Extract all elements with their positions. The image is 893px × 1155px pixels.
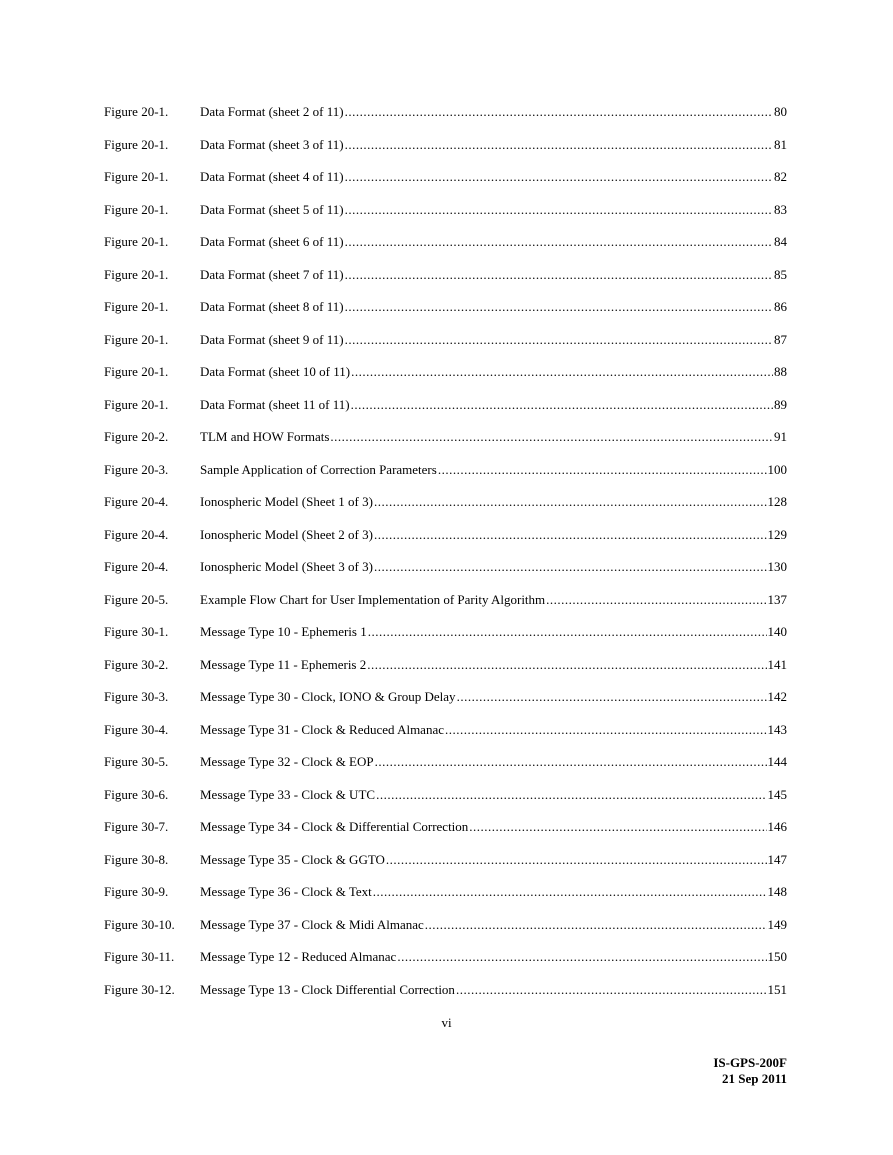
toc-entry[interactable] bbox=[104, 332, 787, 365]
figure-title: Data Format (sheet 5 of 11) bbox=[200, 201, 344, 217]
figure-number: Figure 30-8. bbox=[104, 851, 169, 867]
dot-leader bbox=[345, 104, 773, 120]
figure-title: Message Type 36 - Clock & Text bbox=[200, 884, 372, 899]
figure-title: Message Type 35 - Clock & GGTO bbox=[200, 851, 385, 867]
page-ref: 82 bbox=[774, 169, 787, 184]
figure-title: Message Type 37 - Clock & Midi Almanac bbox=[200, 916, 424, 932]
figure-title: Message Type 30 - Clock, IONO & Group Delay bbox=[200, 689, 456, 704]
toc-entry[interactable] bbox=[104, 689, 787, 722]
dot-leader bbox=[375, 754, 767, 770]
page-ref: 81 bbox=[774, 136, 787, 152]
figure-number: Figure 20-3. bbox=[104, 461, 169, 477]
figure-title: Sample Application of Correction Parameters bbox=[200, 461, 437, 477]
figure-title: Message Type 34 - Clock & Differential Correction bbox=[200, 819, 469, 834]
dot-leader bbox=[368, 624, 767, 640]
toc-entry[interactable] bbox=[104, 364, 787, 397]
toc-entry[interactable] bbox=[104, 819, 787, 852]
dot-leader bbox=[345, 267, 773, 283]
figure-number: Figure 20-1. bbox=[104, 299, 169, 314]
toc-entry[interactable] bbox=[104, 137, 787, 170]
page-ref: 83 bbox=[774, 201, 787, 217]
dot-leader bbox=[351, 364, 773, 380]
toc-entry[interactable] bbox=[104, 884, 787, 917]
toc-entry[interactable] bbox=[104, 754, 787, 787]
page-ref: 150 bbox=[767, 949, 787, 964]
figure-number: Figure 30-2. bbox=[104, 656, 169, 672]
toc-entry[interactable] bbox=[104, 722, 787, 755]
figure-title: Data Format (sheet 11 of 11) bbox=[200, 396, 350, 412]
dot-leader bbox=[425, 917, 767, 933]
figure-number: Figure 20-4. bbox=[104, 526, 169, 542]
figure-number: Figure 20-1. bbox=[104, 266, 169, 282]
page-ref: 91 bbox=[774, 429, 787, 444]
page-ref: 129 bbox=[767, 526, 787, 542]
figure-title: Ionospheric Model (Sheet 3 of 3) bbox=[200, 559, 373, 574]
toc-entry[interactable] bbox=[104, 624, 787, 657]
document-footer bbox=[713, 1055, 787, 1087]
toc-entry[interactable] bbox=[104, 494, 787, 527]
page-ref: 147 bbox=[767, 851, 787, 867]
page-ref: 149 bbox=[767, 916, 787, 932]
list-of-figures bbox=[104, 104, 787, 1014]
figure-number: Figure 20-1. bbox=[104, 136, 169, 152]
page-ref: 85 bbox=[774, 266, 787, 282]
dot-leader bbox=[351, 397, 773, 413]
figure-number: Figure 30-6. bbox=[104, 786, 169, 802]
figure-number: Figure 20-1. bbox=[104, 234, 169, 249]
toc-entry[interactable] bbox=[104, 949, 787, 982]
dot-leader bbox=[345, 202, 773, 218]
toc-entry[interactable] bbox=[104, 982, 787, 1015]
figure-number: Figure 20-1. bbox=[104, 396, 169, 412]
figure-title: Data Format (sheet 6 of 11) bbox=[200, 234, 344, 249]
page-number: vi bbox=[441, 1015, 452, 1030]
toc-entry[interactable] bbox=[104, 104, 787, 137]
figure-title: Data Format (sheet 7 of 11) bbox=[200, 266, 344, 282]
figure-title: TLM and HOW Formats bbox=[200, 429, 330, 444]
toc-entry[interactable] bbox=[104, 299, 787, 332]
page-ref: 148 bbox=[767, 884, 787, 899]
figure-number: Figure 20-1. bbox=[104, 169, 169, 184]
toc-entry[interactable] bbox=[104, 592, 787, 625]
figure-number: Figure 30-10. bbox=[104, 916, 175, 932]
figure-number: Figure 20-1. bbox=[104, 331, 169, 347]
dot-leader bbox=[367, 657, 766, 673]
figure-number: Figure 20-1. bbox=[104, 104, 169, 119]
dot-leader bbox=[469, 819, 766, 835]
toc-entry[interactable] bbox=[104, 917, 787, 950]
dot-leader bbox=[376, 787, 766, 803]
page-ref: 142 bbox=[767, 689, 787, 704]
dot-leader bbox=[345, 137, 773, 153]
dot-leader bbox=[330, 429, 773, 445]
figure-number: Figure 30-1. bbox=[104, 624, 169, 639]
toc-entry[interactable] bbox=[104, 559, 787, 592]
figure-title: Message Type 13 - Clock Differential Correction bbox=[200, 981, 455, 997]
figure-title: Example Flow Chart for User Implementation of Parity Algorithm bbox=[200, 591, 546, 607]
dot-leader bbox=[374, 494, 767, 510]
figure-number: Figure 20-4. bbox=[104, 494, 169, 509]
figure-title: Data Format (sheet 2 of 11) bbox=[200, 104, 344, 119]
dot-leader bbox=[373, 884, 767, 900]
page-ref: 87 bbox=[774, 331, 787, 347]
figure-title: Message Type 32 - Clock & EOP bbox=[200, 754, 374, 769]
figure-number: Figure 30-3. bbox=[104, 689, 169, 704]
page-ref: 128 bbox=[767, 494, 787, 509]
page-ref: 86 bbox=[774, 299, 787, 314]
page-ref: 88 bbox=[774, 364, 787, 379]
page-ref: 80 bbox=[774, 104, 787, 119]
page-ref: 144 bbox=[767, 754, 787, 769]
dot-leader bbox=[546, 592, 766, 608]
dot-leader bbox=[345, 299, 773, 315]
figure-title: Message Type 10 - Ephemeris 1 bbox=[200, 624, 367, 639]
page-ref: 141 bbox=[767, 656, 787, 672]
page-ref: 146 bbox=[767, 819, 787, 834]
page-ref: 84 bbox=[774, 234, 787, 249]
toc-entry[interactable] bbox=[104, 657, 787, 690]
toc-entry[interactable] bbox=[104, 429, 787, 462]
figure-title: Message Type 31 - Clock & Reduced Almanac bbox=[200, 721, 444, 737]
figure-title: Message Type 12 - Reduced Almanac bbox=[200, 949, 397, 964]
figure-number: Figure 30-7. bbox=[104, 819, 169, 834]
figure-number: Figure 30-5. bbox=[104, 754, 169, 769]
toc-entry[interactable] bbox=[104, 169, 787, 202]
figure-number: Figure 20-1. bbox=[104, 201, 169, 217]
dot-leader bbox=[445, 722, 767, 738]
toc-entry[interactable] bbox=[104, 202, 787, 235]
dot-leader bbox=[345, 332, 773, 348]
figure-number: Figure 20-4. bbox=[104, 559, 169, 574]
page-ref: 143 bbox=[767, 721, 787, 737]
page-ref: 89 bbox=[774, 396, 787, 412]
figure-number: Figure 30-12. bbox=[104, 981, 175, 997]
page-ref: 130 bbox=[767, 559, 787, 574]
toc-entry[interactable] bbox=[104, 267, 787, 300]
document-date: 21 Sep 2011 bbox=[721, 1071, 787, 1086]
dot-leader bbox=[374, 527, 767, 543]
toc-entry[interactable] bbox=[104, 462, 787, 495]
dot-leader bbox=[456, 982, 767, 998]
dot-leader bbox=[457, 689, 767, 705]
figure-title: Message Type 33 - Clock & UTC bbox=[200, 786, 376, 802]
page-ref: 100 bbox=[767, 461, 787, 477]
page-ref: 137 bbox=[767, 591, 787, 607]
dot-leader bbox=[374, 559, 767, 575]
page-ref: 145 bbox=[767, 786, 787, 802]
figure-number: Figure 20-2. bbox=[104, 429, 169, 444]
dot-leader bbox=[386, 852, 767, 868]
toc-entry[interactable] bbox=[104, 527, 787, 560]
figure-number: Figure 30-9. bbox=[104, 884, 169, 899]
figure-number: Figure 20-1. bbox=[104, 364, 169, 379]
figure-title: Message Type 11 - Ephemeris 2 bbox=[200, 656, 367, 672]
toc-entry[interactable] bbox=[104, 234, 787, 267]
figure-number: Figure 20-5. bbox=[104, 591, 169, 607]
dot-leader bbox=[397, 949, 766, 965]
page-ref: 140 bbox=[767, 624, 787, 639]
figure-title: Ionospheric Model (Sheet 1 of 3) bbox=[200, 494, 373, 509]
toc-entry[interactable] bbox=[104, 787, 787, 820]
figure-title: Data Format (sheet 4 of 11) bbox=[200, 169, 344, 184]
page-ref: 151 bbox=[767, 981, 787, 997]
figure-title: Ionospheric Model (Sheet 2 of 3) bbox=[200, 526, 373, 542]
toc-entry[interactable] bbox=[104, 397, 787, 430]
toc-entry[interactable] bbox=[104, 852, 787, 885]
dot-leader bbox=[345, 234, 773, 250]
document-id: IS-GPS-200F bbox=[713, 1055, 787, 1070]
figure-title: Data Format (sheet 10 of 11) bbox=[200, 364, 351, 379]
figure-number: Figure 30-4. bbox=[104, 721, 169, 737]
dot-leader bbox=[438, 462, 767, 478]
figure-title: Data Format (sheet 3 of 11) bbox=[200, 136, 344, 152]
dot-leader bbox=[345, 169, 773, 185]
figure-title: Data Format (sheet 8 of 11) bbox=[200, 299, 344, 314]
figure-number: Figure 30-11. bbox=[104, 949, 175, 964]
figure-title: Data Format (sheet 9 of 11) bbox=[200, 331, 344, 347]
